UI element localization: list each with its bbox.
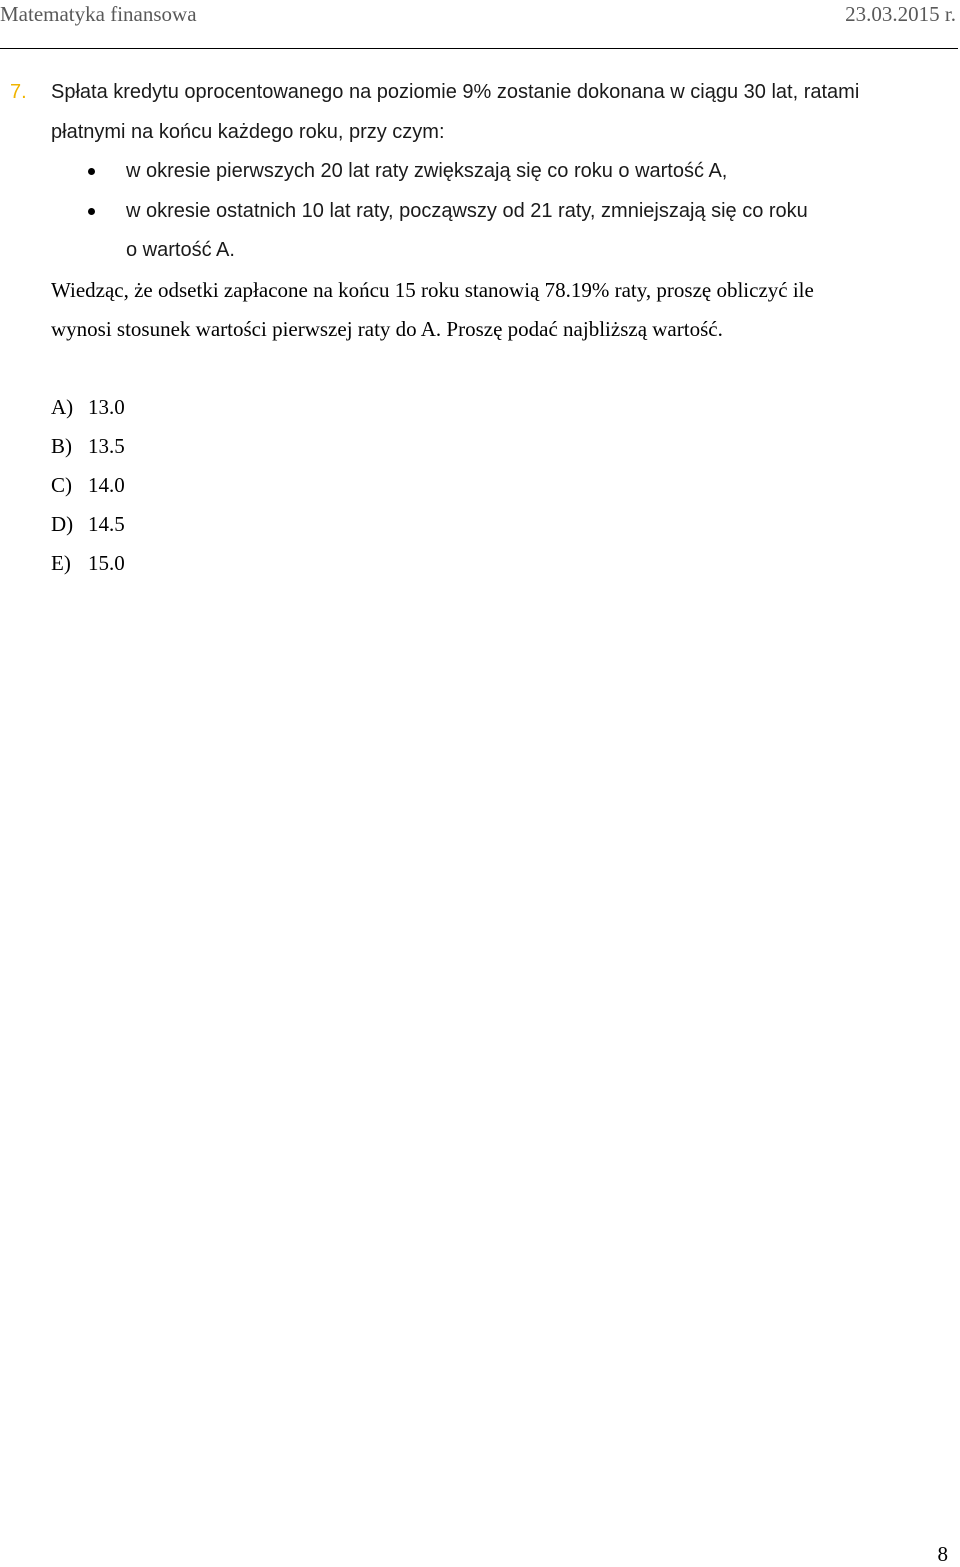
bullet-item-2: w okresie ostatnich 10 lat raty, począwszy od 21 raty, zmniejszają się co roku <box>126 200 808 222</box>
answer-option-b <box>51 426 125 466</box>
answer-value: 13.5 <box>88 434 125 458</box>
page-header <box>0 0 958 49</box>
answer-letter: E) <box>51 551 71 575</box>
bullet-item-2-continuation: o wartość A. <box>126 239 235 261</box>
answer-letter: C) <box>51 473 72 497</box>
answer-option-d <box>51 504 125 544</box>
question-line-1: Wiedząc, że odsetki zapłacone na końcu 15 roku stanowią 78.19% raty, proszę obliczyć ile <box>51 278 814 302</box>
answer-letter: A) <box>51 395 74 419</box>
answer-option-c <box>51 465 125 505</box>
answer-value: 13.0 <box>88 395 125 419</box>
answer-option-e <box>51 543 125 583</box>
page-number: 8 <box>937 1542 948 1566</box>
header-date: 23.03.2015 r. <box>845 2 956 26</box>
header-title: Matematyka finansowa <box>0 2 197 26</box>
answer-letter: D) <box>51 512 74 536</box>
bullet-icon <box>88 208 95 215</box>
answer-option-a <box>51 387 125 427</box>
answer-value: 14.5 <box>88 512 125 536</box>
answer-letter: B) <box>51 434 72 458</box>
answer-value: 14.0 <box>88 473 125 497</box>
answer-value: 15.0 <box>88 551 125 575</box>
task-number: 7. <box>10 81 27 103</box>
task-intro-line-2: płatnymi na końcu każdego roku, przy czym: <box>51 121 445 143</box>
bullet-item-1: w okresie pierwszych 20 lat raty zwiększają się co roku o wartość A, <box>126 160 728 182</box>
bullet-icon <box>88 168 95 175</box>
task-intro-line-1: Spłata kredytu oprocentowanego na poziomie 9% zostanie dokonana w ciągu 30 lat, ratami <box>51 81 860 103</box>
question-line-2: wynosi stosunek wartości pierwszej raty do A. Proszę podać najbliższą wartość. <box>51 317 723 341</box>
